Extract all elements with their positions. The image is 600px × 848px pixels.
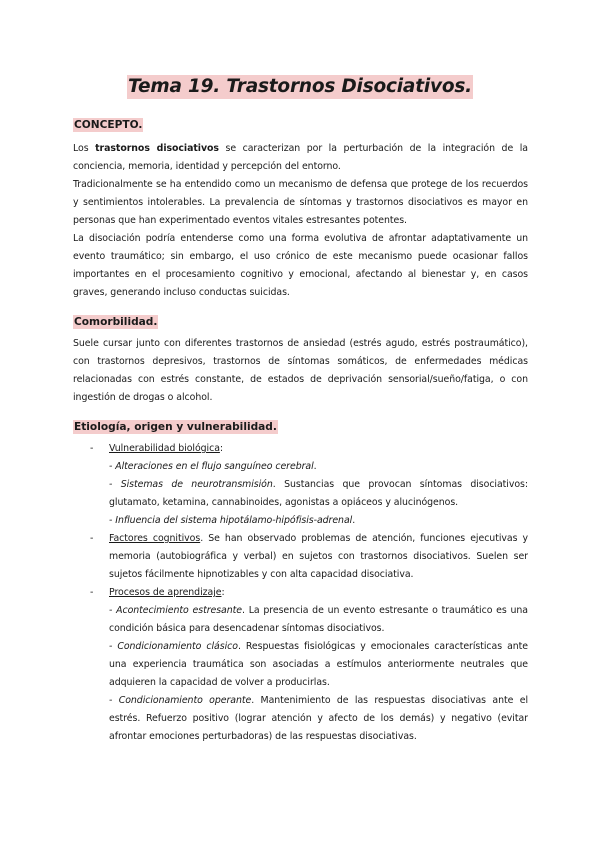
b1-l2-italic: - Sistemas de neurotransmisión	[109, 479, 273, 490]
b1-l2-rest: . Sustancias que provocan síntomas disociativos: glutamato, ketamina, cannabinoides, agonistas a opiáceos y alucinógenos.	[109, 479, 528, 508]
b1-line-3	[109, 512, 528, 530]
list-item-vulnerabilidad	[73, 440, 528, 530]
b1-line-1	[109, 458, 528, 476]
b2-paragraph	[109, 530, 528, 584]
b3-line-3	[109, 692, 528, 746]
b3-l1-italic: - Acontecimiento estresante	[109, 605, 242, 616]
concepto-paragraph-1	[73, 140, 528, 176]
b1-l3: - Influencia del sistema hipotálamo-hipófisis-adrenal	[109, 515, 353, 526]
comorbilidad-paragraph: Suele cursar junto con diferentes trastornos de ansiedad (estrés agudo, estrés postraumático), con trastornos depresivos, trastornos de síntomas somáticos, de enfermedades médicas relacionadas con estrés constante, de estados de deprivación sensorial/sueño/fatiga, o con ingestión de drogas o alcohol.	[73, 338, 528, 403]
heading-etiologia: Etiología, origen y vulnerabilidad.	[74, 421, 277, 433]
b1-title-line	[109, 440, 528, 458]
section-comorbilidad	[73, 310, 528, 329]
b3-l1-rest: . La presencia de un evento estresante o traumático es una condición básica para desencadenar síntomas disociativos.	[109, 605, 529, 634]
b1-line-2	[109, 476, 528, 512]
concepto-p1-post: se caracterizan por la perturbación de la integración de la conciencia, memoria, identidad y percepción del entorno.	[73, 143, 528, 172]
page-title: Tema 19. Trastornos Disociativos.	[127, 76, 472, 97]
heading-comorbilidad: Comorbilidad.	[74, 316, 158, 328]
b2-title: Factores cognitivos	[109, 533, 201, 544]
b1-l1: - Alteraciones en el flujo sanguíneo cerebral	[109, 461, 314, 472]
concepto-paragraph-2: Tradicionalmente se ha entendido como un mecanismo de defensa que protege de los recuerdos y sentimientos intolerables. La prevalencia de síntomas y trastornos disociativos es mayor en personas que han experimentado eventos vitales estresantes potentes.	[73, 179, 528, 226]
bullet-dash: -	[90, 443, 94, 454]
b1-l3-end: .	[352, 515, 356, 526]
concepto-p1-pre: Los	[73, 143, 96, 154]
b2-rest: . Se han observado problemas de atención, funciones ejecutivas y memoria (autobiográfica y verbal) en sujetos con trastornos disociativos. Suelen ser sujetos fácilmente hipnotizables y con alta capacidad disociativa.	[109, 533, 529, 580]
b3-l3-rest: . Mantenimiento de las respuestas disociativas ante el estrés. Refuerzo positivo (lograr atención y afecto de los demás) y negativo (evitar afrontar emociones perturbadoras) de las respuestas disociativas.	[109, 695, 528, 742]
b3-l2-rest: . Respuestas fisiológicas y emocionales características ante una experiencia traumática son asociadas a estímulos anteriormente neutrales que adquieren la capacidad de volver a producirlas.	[109, 641, 528, 688]
b3-line-2	[109, 638, 528, 692]
b3-line-1	[109, 602, 528, 638]
b3-l3-italic: - Condicionamiento operante	[109, 695, 252, 706]
b1-title: Vulnerabilidad biológica	[109, 443, 220, 454]
etiologia-list	[73, 440, 528, 746]
section-concepto	[73, 113, 528, 132]
b1-l1-end: .	[313, 461, 317, 472]
b3-colon: :	[221, 587, 225, 598]
section-etiologia	[73, 415, 528, 434]
b3-title: Procesos de aprendizaje	[109, 587, 222, 598]
concepto-paragraph-3: La disociación podría entenderse como una forma evolutiva de afrontar adaptativamente un evento traumático; sin embargo, el uso crónico de este mecanismo puede ocasionar fallos importantes en el procesamiento cognitivo y emocional, afectando al bienestar y, en casos graves, generando incluso conductas suicidas.	[73, 233, 528, 298]
title-container	[0, 75, 600, 99]
b3-l2-italic: - Condicionamiento clásico	[109, 641, 238, 652]
b1-colon: :	[219, 443, 224, 454]
bullet-dash: -	[90, 533, 94, 544]
list-item-procesos	[73, 584, 528, 746]
document-body	[73, 113, 528, 746]
heading-concepto: CONCEPTO.	[74, 119, 143, 131]
list-item-factores	[73, 530, 528, 584]
b3-title-line	[109, 584, 528, 602]
bullet-dash: -	[90, 587, 94, 598]
concepto-p1-bold: trastornos disociativos	[95, 143, 219, 154]
